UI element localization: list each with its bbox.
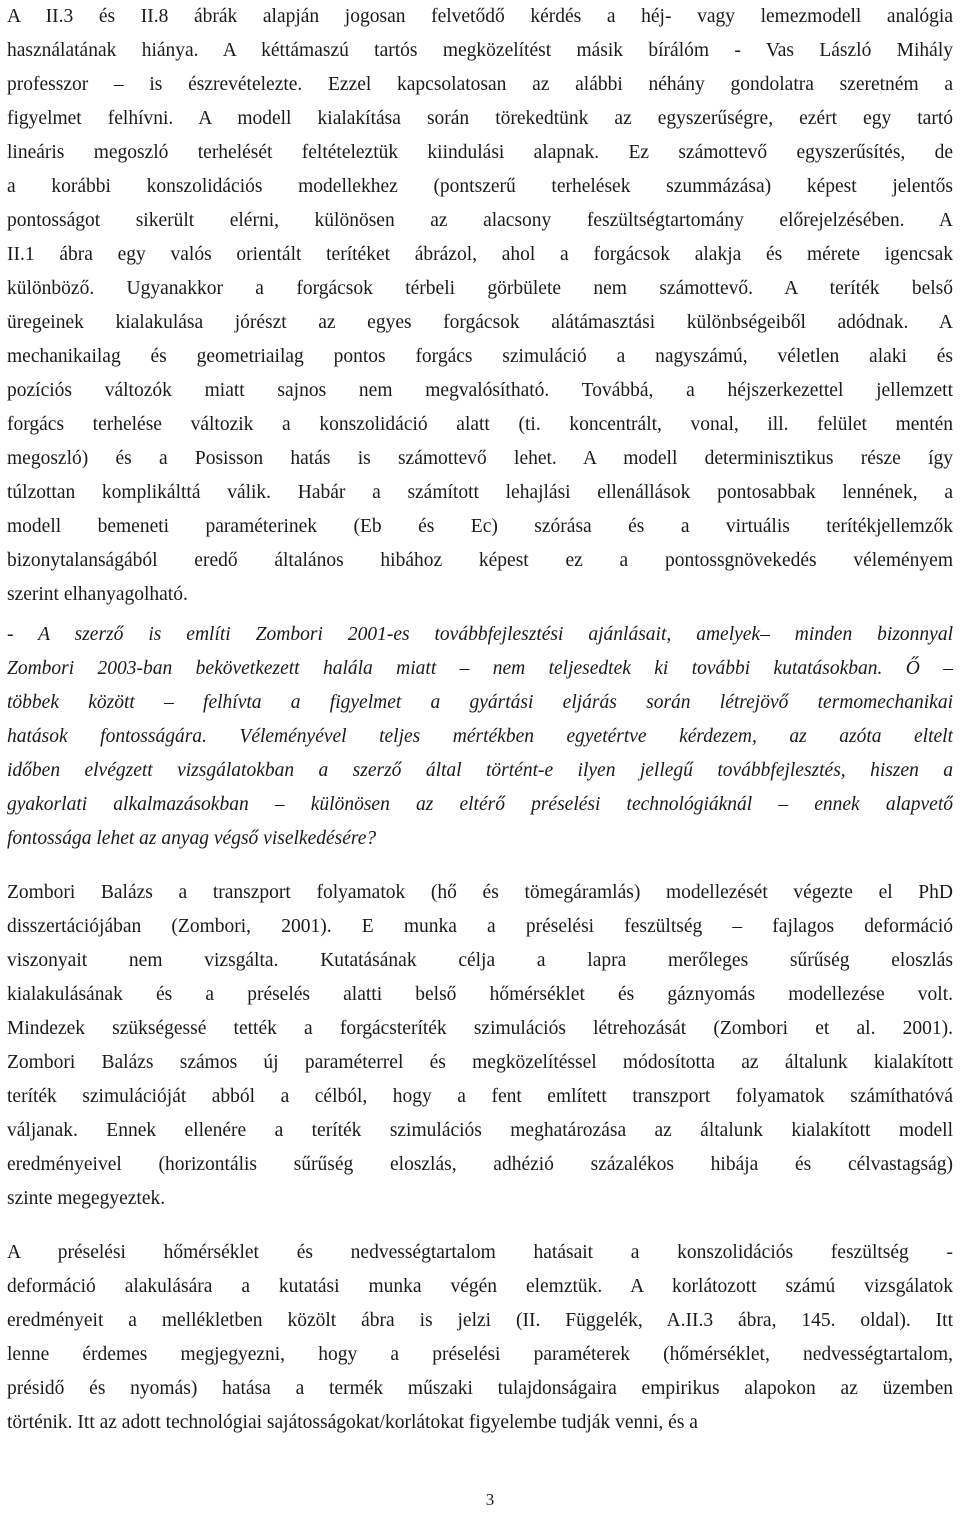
text-line: eredményeivel (horizontális sűrűség eloszlás, adhézió százalékos hibája és célvastagság) bbox=[7, 1154, 953, 1175]
text-line: professzor – is észrevételezte. Ezzel kapcsolatosan az alábbi néhány gondolatra szeretném a bbox=[7, 74, 953, 95]
text-line: eredményeit a mellékletben közölt ábra is jelzi (II. Függelék, A.II.3 ábra, 145. oldal). Itt bbox=[7, 1310, 953, 1331]
text-line: teríték szimulációját abból a célból, hogy a fent említett transzport folyamatok számíthatóvá bbox=[7, 1086, 953, 1107]
text-line: présidő és nyomás) hatása a termék műszaki tulajdonságaira empirikus alapokon az üzemben bbox=[7, 1378, 953, 1399]
text-line: fontossága lehet az anyag végső viselkedésére? bbox=[7, 828, 377, 849]
text-line: túlzottan komplikálttá válik. Habár a számított lehajlási ellenállások pontosabbak lennének, a bbox=[7, 482, 953, 503]
text-line: hatások fontosságára. Véleményével teljes mértékben egyetértve kérdezem, az azóta eltelt bbox=[7, 726, 953, 747]
text-line: Mindezek szükségessé tették a forgácsteríték szimulációs létrehozását (Zombori et al. 2001). bbox=[7, 1018, 953, 1039]
text-line: időben elvégzett vizsgálatokban a szerző által történt-e ilyen jellegű továbbfejlesztés, hiszen a bbox=[7, 760, 953, 781]
text-line: többek között – felhívta a figyelmet a gyártási eljárás során létrejövő termomechanikai bbox=[7, 692, 953, 713]
text-line: bizonytalanságából eredő általános hibához képest ez a pontossgnövekedés véleményem bbox=[7, 550, 953, 571]
text-line: deformáció alakulására a kutatási munka végén elemztük. A korlátozott számú vizsgálatok bbox=[7, 1276, 953, 1297]
text-line: pozíciós változók miatt sajnos nem megvalósítható. Továbbá, a héjszerkezettel jellemzett bbox=[7, 380, 953, 401]
text-line: Zombori Balázs a transzport folyamatok (hő és tömegáramlás) modellezését végezte el PhD bbox=[7, 882, 953, 903]
text-line: - A szerző is említi Zombori 2001-es továbbfejlesztési ajánlásait, amelyek– minden bizonnyal bbox=[7, 624, 953, 645]
text-line: különböző. Ugyanakkor a forgácsok térbeli görbülete nem számottevő. A teríték belső bbox=[7, 278, 953, 299]
page-number: 3 bbox=[485, 1490, 495, 1509]
text-line: lenne érdemes megjegyezni, hogy a préselési paraméterek (hőmérséklet, nedvességtartalom, bbox=[7, 1344, 953, 1365]
text-line: váljanak. Ennek ellenére a teríték szimulációs meghatározása az általunk kialakított modell bbox=[7, 1120, 953, 1141]
text-line: kialakulásának és a préselés alatti belső hőmérséklet és gáznyomás modellezése volt. bbox=[7, 984, 953, 1005]
text-line: lineáris megoszló terhelését feltételeztük kiindulási alapnak. Ez számottevő egyszerűsítés, de bbox=[7, 142, 953, 163]
text-line: történik. Itt az adott technológiai sajátosságokat/korlátokat figyelembe tudják venni, és a bbox=[7, 1412, 698, 1433]
text-line: Zombori 2003-ban bekövetkezett halála miatt – nem teljesedtek ki további kutatásokban. Ő – bbox=[7, 658, 953, 679]
text-line: szerint elhanyagolható. bbox=[7, 584, 188, 605]
text-line: A préselési hőmérséklet és nedvességtartalom hatásait a konszolidációs feszültség - bbox=[7, 1242, 953, 1263]
text-line: disszertációjában (Zombori, 2001). E munka a préselési feszültség – fajlagos deformáció bbox=[7, 916, 953, 937]
text-line: Zombori Balázs számos új paraméterrel és megközelítéssel módosította az általunk kialakított bbox=[7, 1052, 953, 1073]
text-line: a korábbi konszolidációs modellekhez (pontszerű terhelések szummázása) képest jelentős bbox=[7, 176, 953, 197]
text-line: gyakorlati alkalmazásokban – különösen az eltérő préselési technológiáknál – ennek alapvető bbox=[7, 794, 953, 815]
text-line: A II.3 és II.8 ábrák alapján jogosan felvetődő kérdés a héj- vagy lemezmodell analógia bbox=[7, 6, 953, 27]
text-line: modell bemeneti paraméterinek (Eb és Ec) szórása és a virtuális terítékjellemzők bbox=[7, 516, 953, 537]
text-line: szinte megegyeztek. bbox=[7, 1188, 166, 1209]
text-line: forgács terhelése változik a konszolidáció alatt (ti. koncentrált, vonal, ill. felület mentén bbox=[7, 414, 953, 435]
text-line: figyelmet felhívni. A modell kialakítása során törekedtünk az egyszerűségre, ezért egy tartó bbox=[7, 108, 953, 129]
text-line: II.1 ábra egy valós orientált terítéket ábrázol, ahol a forgácsok alakja és mérete igencsak bbox=[7, 244, 953, 265]
text-line: használatának hiánya. A kéttámaszú tartós megközelítést másik bírálóm - Vas László Mihály bbox=[7, 40, 953, 61]
text-line: megoszló) és a Posisson hatás is számottevő lehet. A modell determinisztikus része így bbox=[7, 448, 953, 469]
text-line: pontosságot sikerült elérni, különösen az alacsony feszültségtartomány előrejelzésében. A bbox=[7, 210, 953, 231]
text-line: viszonyait nem vizsgálta. Kutatásának célja a lapra merőleges sűrűség eloszlás bbox=[7, 950, 953, 971]
text-line: üregeinek kialakulása jórészt az egyes forgácsok alátámasztási különbségeiből adódnak. A bbox=[7, 312, 953, 333]
text-line: mechanikailag és geometriailag pontos forgács szimuláció a nagyszámú, véletlen alaki és bbox=[7, 346, 953, 367]
